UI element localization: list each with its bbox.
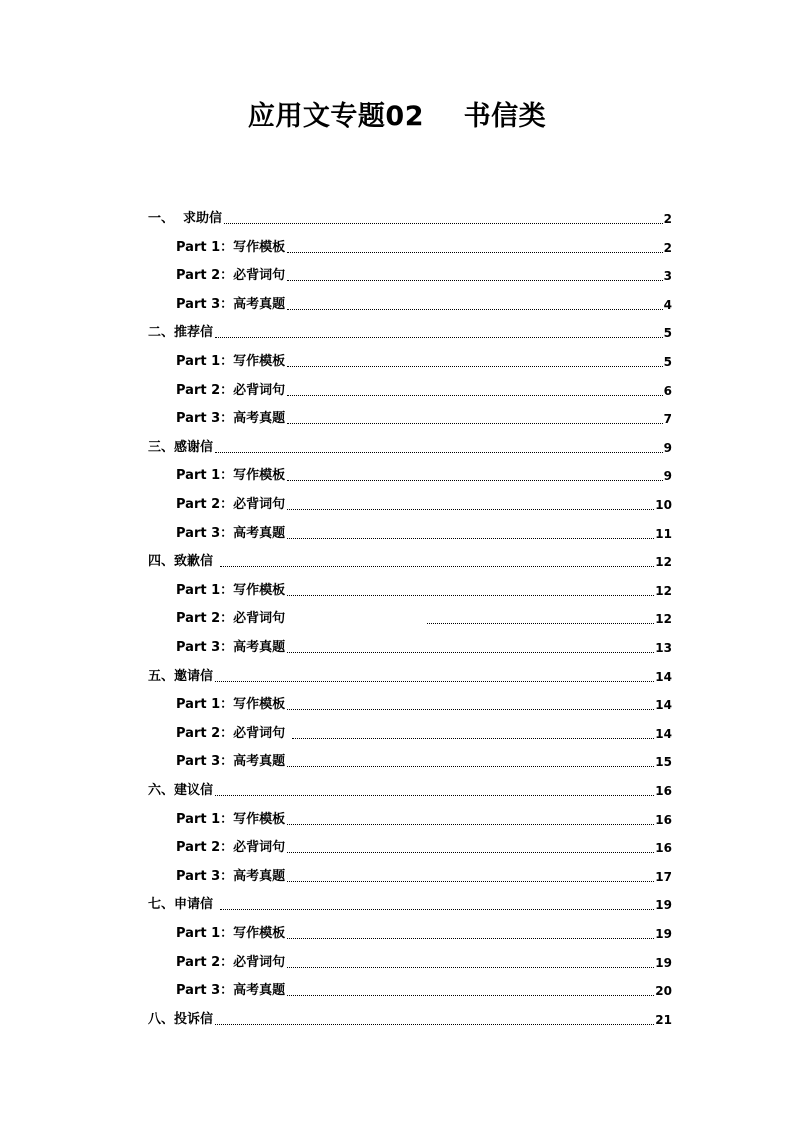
toc-dot-leader — [287, 652, 654, 653]
toc-entry-label: 七、申请信 — [148, 897, 218, 913]
toc-page-number: 5 — [663, 326, 672, 341]
toc-subsection-entry[interactable] — [176, 944, 672, 972]
toc-subsection-entry[interactable] — [176, 829, 672, 857]
toc-dot-leader — [287, 938, 654, 939]
toc-entry-label: Part 1：写作模板 — [176, 468, 286, 484]
toc-section-entry[interactable] — [148, 314, 672, 342]
toc-subsection-entry[interactable] — [176, 343, 672, 371]
toc-subsection-entry[interactable] — [176, 915, 672, 943]
document-title: 应用文专题02 书信类 — [247, 101, 547, 132]
toc-section-entry[interactable] — [148, 772, 672, 800]
toc-page-number: 15 — [655, 755, 672, 770]
toc-dot-leader — [215, 452, 663, 453]
toc-dot-leader — [215, 795, 654, 796]
toc-entry-label: 五、邀请信 — [148, 668, 214, 684]
toc-page-number: 17 — [655, 869, 672, 884]
toc-entry-label: Part 2：必背词句 — [176, 382, 286, 398]
toc-dot-leader — [292, 738, 655, 739]
toc-entry-label: Part 3：高考真题 — [176, 296, 286, 312]
toc-page-number: 7 — [663, 412, 672, 427]
toc-subsection-entry[interactable] — [176, 457, 672, 485]
toc-dot-leader — [220, 909, 655, 910]
toc-subsection-entry[interactable] — [176, 972, 672, 1000]
toc-section-entry[interactable] — [148, 1001, 672, 1029]
toc-subsection-entry[interactable] — [176, 286, 672, 314]
toc-entry-label: Part 2：必背词句 — [176, 611, 286, 627]
toc-dot-leader — [287, 280, 662, 281]
toc-dot-leader — [287, 309, 662, 310]
toc-entry-label: Part 3：高考真题 — [176, 411, 286, 427]
toc-dot-leader — [287, 824, 654, 825]
toc-page-number: 16 — [655, 784, 672, 798]
toc-dot-leader — [287, 480, 662, 481]
toc-page-number: 16 — [655, 812, 672, 827]
toc-dot-leader — [287, 395, 662, 396]
toc-dot-leader — [287, 595, 654, 596]
toc-page-number: 2 — [663, 212, 672, 226]
toc-dot-leader — [287, 423, 662, 424]
toc-entry-label: Part 2：必背词句 — [176, 497, 286, 512]
toc-page-number: 14 — [655, 698, 672, 713]
toc-page-number: 11 — [655, 526, 672, 541]
toc-subsection-entry[interactable] — [176, 858, 672, 886]
toc-section-entry[interactable] — [148, 658, 672, 686]
toc-page-number: 14 — [655, 726, 672, 741]
toc-entry-label: Part 1：写作模板 — [176, 582, 286, 598]
toc-entry-label: 一、 求助信 — [148, 211, 223, 226]
toc-entry-label: Part 1：写作模板 — [176, 354, 286, 369]
toc-page-number: 2 — [663, 240, 672, 255]
toc-dot-leader — [224, 223, 663, 224]
toc-dot-leader — [287, 538, 654, 539]
toc-subsection-entry[interactable] — [176, 743, 672, 771]
toc-dot-leader — [287, 709, 654, 710]
toc-page-number: 12 — [655, 583, 672, 598]
toc-dot-leader — [287, 252, 662, 253]
toc-subsection-entry[interactable] — [176, 515, 672, 543]
toc-dot-leader — [215, 681, 654, 682]
toc-entry-label: Part 2：必背词句 — [176, 840, 286, 856]
toc-section-entry[interactable] — [148, 886, 672, 914]
toc-subsection-entry[interactable] — [176, 486, 672, 514]
toc-entry-label: 六、建议信 — [148, 783, 214, 798]
toc-entry-label: Part 2：必背词句 — [176, 725, 290, 741]
toc-page-number: 3 — [663, 269, 672, 284]
toc-subsection-entry[interactable] — [176, 572, 672, 600]
toc-page-number: 13 — [655, 641, 672, 655]
toc-subsection-entry[interactable] — [176, 600, 672, 628]
toc-entry-label: 四、致歉信 — [148, 554, 218, 570]
toc-page-number: 19 — [655, 898, 672, 913]
toc-subsection-entry[interactable] — [176, 372, 672, 400]
toc-entry-label: Part 3：高考真题 — [176, 983, 286, 999]
toc-entry-label: Part 1：写作模板 — [176, 697, 286, 713]
toc-page-number: 6 — [663, 383, 672, 398]
toc-dot-leader — [287, 881, 654, 882]
toc-dot-leader — [287, 366, 662, 367]
toc-dot-leader — [427, 623, 654, 624]
toc-dot-leader — [220, 566, 655, 567]
toc-page-number: 4 — [663, 297, 672, 312]
toc-entry-label: Part 2：必背词句 — [176, 954, 286, 970]
toc-section-entry[interactable] — [148, 429, 672, 457]
toc-page-number: 9 — [663, 469, 672, 484]
toc-subsection-entry[interactable] — [176, 715, 672, 743]
toc-page-number: 21 — [655, 1012, 672, 1027]
toc-subsection-entry[interactable] — [176, 686, 672, 714]
toc-page-number: 14 — [655, 669, 672, 684]
toc-dot-leader — [287, 766, 654, 767]
toc-subsection-entry[interactable] — [176, 629, 672, 657]
toc-entry-label: Part 1：写作模板 — [176, 239, 286, 255]
toc-page-number: 5 — [663, 355, 672, 369]
toc-entry-label: Part 2：必背词句 — [176, 268, 286, 284]
toc-entry-label: 二、推荐信 — [148, 325, 214, 341]
toc-subsection-entry[interactable] — [176, 400, 672, 428]
toc-dot-leader — [287, 967, 654, 968]
toc-dot-leader — [287, 995, 654, 996]
toc-page-number: 20 — [655, 984, 672, 999]
toc-page-number: 10 — [655, 498, 672, 512]
toc-entry-label: Part 1：写作模板 — [176, 811, 286, 827]
toc-dot-leader — [215, 337, 663, 338]
toc-page-number: 16 — [655, 841, 672, 856]
toc-entry-label: 八、投诉信 — [148, 1011, 214, 1027]
toc-section-entry[interactable] — [148, 543, 672, 571]
toc-entry-label: Part 3：高考真题 — [176, 525, 286, 541]
toc-entry-label: 三、感谢信 — [148, 439, 214, 455]
toc-subsection-entry[interactable] — [176, 229, 672, 257]
toc-subsection-entry[interactable] — [176, 801, 672, 829]
toc-dot-leader — [287, 509, 654, 510]
toc-page-number: 12 — [655, 555, 672, 570]
toc-page-number: 19 — [655, 927, 672, 941]
toc-subsection-entry[interactable] — [176, 257, 672, 285]
toc-page-number: 9 — [663, 440, 672, 455]
toc-dot-leader — [287, 852, 654, 853]
toc-entry-label: Part 3：高考真题 — [176, 868, 286, 884]
toc-page-number: 12 — [655, 612, 672, 627]
toc-entry-label: Part 3：高考真题 — [176, 754, 286, 770]
toc-section-entry[interactable] — [148, 200, 672, 228]
toc-page-number: 19 — [655, 955, 672, 970]
toc-dot-leader — [215, 1024, 654, 1025]
toc-entry-label: Part 1：写作模板 — [176, 926, 286, 941]
toc-entry-label: Part 3：高考真题 — [176, 640, 286, 655]
